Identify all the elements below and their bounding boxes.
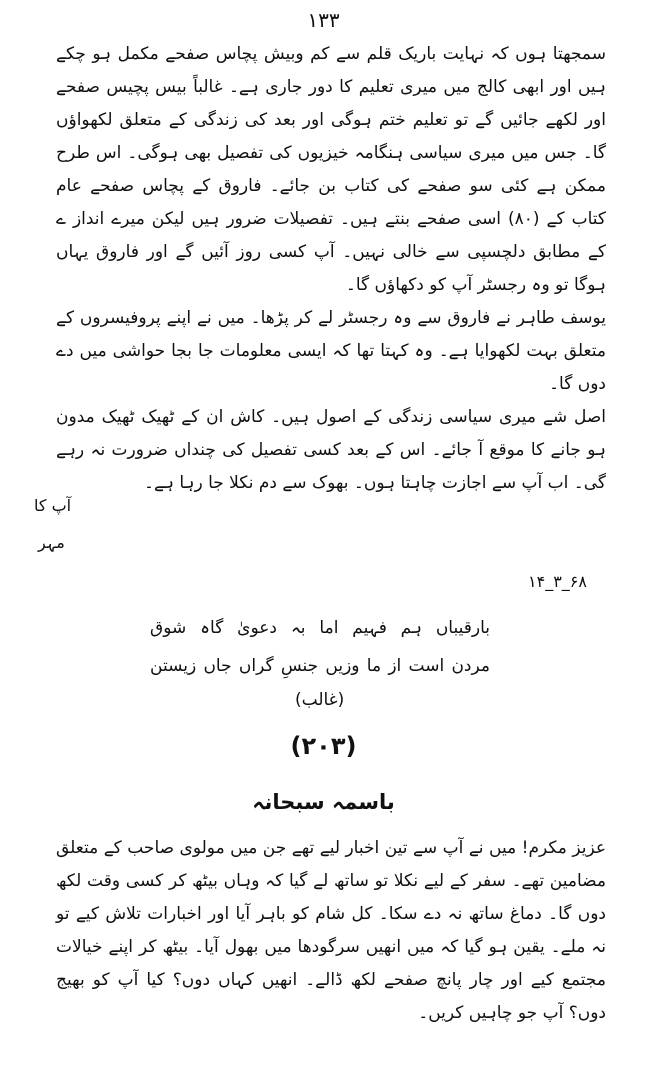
page-number: ۱۳۳ — [307, 8, 340, 32]
closing-phrase: آپ کا — [34, 496, 72, 515]
verse-line-1: بارقیباں ہم فہیم اما بہ دعویٰ گاہ شوق — [150, 618, 490, 638]
letter-2-body — [56, 832, 606, 1042]
verse-source: (غالب) — [295, 690, 345, 710]
verse-line-2: مردن است از ما وزیں جنسِ گراں جاں زیستن — [150, 656, 490, 676]
letter-1-paragraph-3: اصل شے میری سیاسی زندگی کے اصول ہیں۔ کاش ان کے ٹھیک ٹھیک مدون ہو جانے کا موقع آ جائے۔ اس کے بعد کسی تفصیل کی چنداں ضرورت نہ رہے گی۔ اب آپ سے اجازت چاہتا ہوں۔ بھوک سے دم نکلا جا رہا ہے۔ — [56, 407, 606, 493]
signature: مہر — [38, 533, 65, 552]
letter-number: (۲۰۳) — [290, 732, 357, 760]
letter-2-paragraph: عزیز مکرم! میں نے آپ سے تین اخبار لیے تھے جن میں مولوی صاحب کے متعلق مضامین تھے۔ سفر کے لیے نکلا تو ساتھ لے گیا کہ وہاں بیٹھ کر کسی وقت لکھ دوں گا۔ دماغ ساتھ نہ دے سکا۔ کل شام کو باہر آیا اور اخبارات تلاش کیے تو نہ ملے۔ یقین ہو گیا کہ میں انھیں سرگودھا میں بھول آیا۔ بیٹھ کر اپنے خیالات مجتمع کیے اور چار پانچ صفحے لکھ ڈالے۔ انھیں کہاں دوں؟ کیا آپ کو بھیج دوں؟ آپ جو چاہیں کریں۔ — [56, 838, 606, 1023]
letter-1-body — [56, 38, 606, 493]
letter-1-paragraph-1: سمجھتا ہوں کہ نہایت باریک قلم سے کم وبیش پچاس صفحے مکمل ہو چکے ہیں اور ابھی کالج میں میری تعلیم کا دور جاری ہے۔ غالباً بیس پچیس صفحے اور لکھے جائیں گے تو تعلیم ختم ہوگی اور بعد کی زندگی کے متعلق لکھواؤں گا۔ جس میں میری سیاسی ہنگامہ خیزیوں کی تفصیل بھی ہوگی۔ اس طرح ممکن ہے کئی سو صفحے کی کتاب بن جائے۔ فاروق کے پچاس صفحے عام کتاب کے (۸۰) اسی صفحے بنتے ہیں۔ تفصیلات ضرور ہیں لیکن میرے انداز ے کے مطابق دلچسپی سے خالی نہیں۔ آپ کسی روز آئیں گے اور فاروق یہاں ہوگا تو وہ رجسٹر آپ کو دکھاؤں گا۔ — [56, 44, 606, 295]
letter-1-paragraph-2: یوسف طاہر نے فاروق سے وہ رجسٹر لے کر پڑھا۔ میں نے اپنے پروفیسروں کے متعلق بہت لکھوایا ہے۔ وہ کہتا تھا کہ ایسی معلومات جا بجا حواشی میں دے دوں گا۔ — [56, 308, 606, 394]
letter-date: ۱۴_۳_۶۸ — [528, 572, 587, 591]
letter-heading: باسمہ سبحانہ — [252, 790, 395, 814]
